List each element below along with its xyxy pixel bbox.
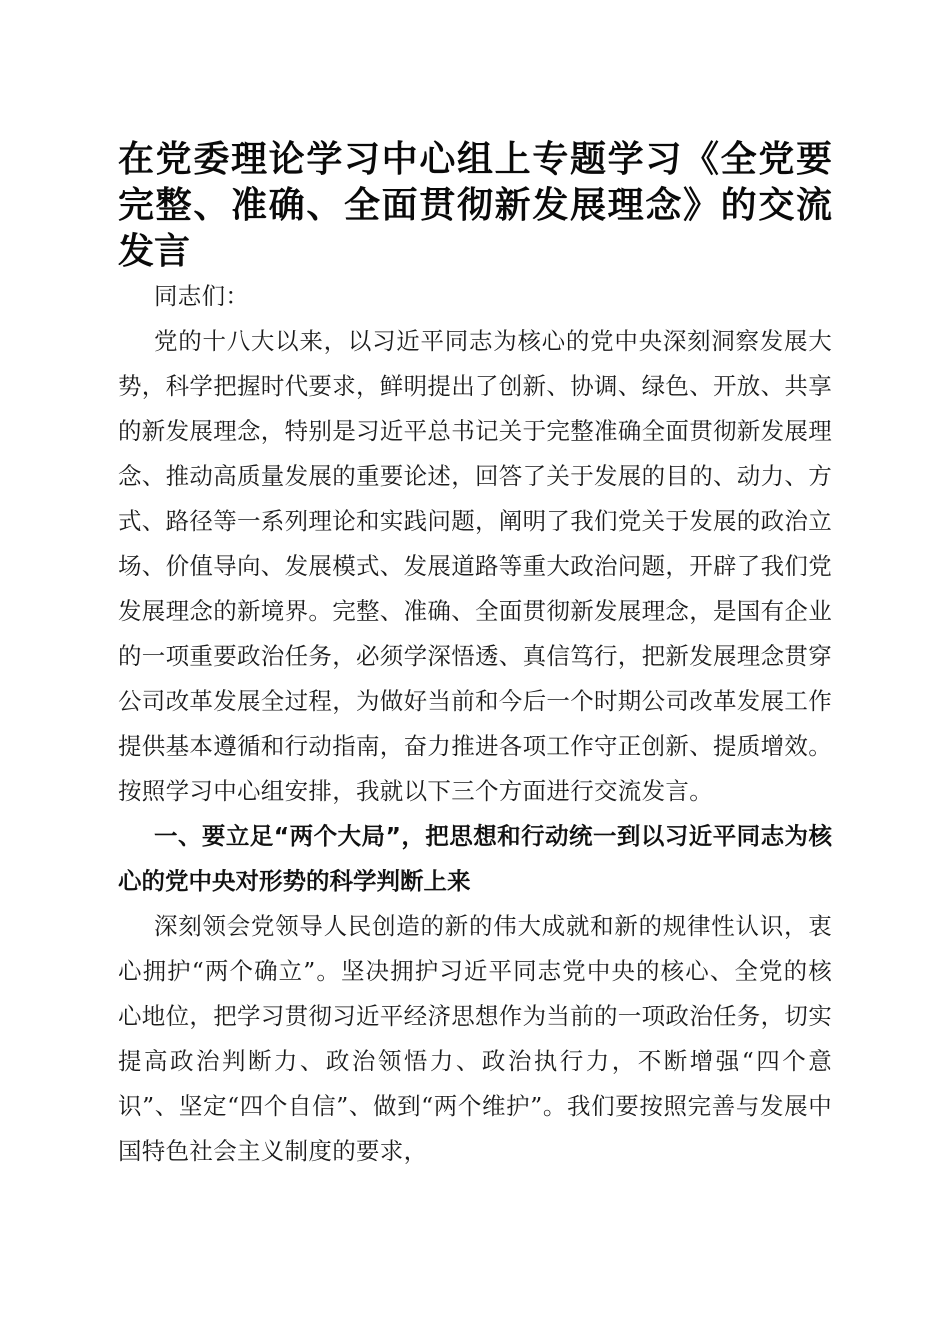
section-heading-1: 一、要立足“两个大局”，把思想和行动统一到以习近平同志为核心的党中央对形势的科学判断上来 <box>118 822 832 895</box>
document-body <box>118 136 832 1174</box>
salutation: 同志们： <box>154 282 250 310</box>
document-title: 在党委理论学习中心组上专题学习《全党要完整、准确、全面贯彻新发展理念》的交流发言 <box>118 138 832 272</box>
intro-paragraph: 党的十八大以来，以习近平同志为核心的党中央深刻洞察发展大势，科学把握时代要求，鲜明提出了创新、协调、绿色、开放、共享的新发展理念，特别是习近平总书记关于完整准确全面贯彻新发展理念、推动高质量发展的重要论述，回答了关于发展的目的、动力、方式、路径等一系列理论和实践问题，阐明了我们党关于发展的政治立场、价值导向、发展模式、发展道路等重大政治问题，开辟了我们党发展理念的新境界。完整、准确、全面贯彻新发展理念，是国有企业的一项重要政治任务，必须学深悟透、真信笃行，把新发展理念贯穿公司改革发展全过程，为做好当前和今后一个时期公司改革发展工作提供基本遵循和行动指南，奋力推进各项工作守正创新、提质增效。按照学习中心组安排，我就以下三个方面进行交流发言。 <box>118 327 832 805</box>
section-1-paragraph: 深刻领会党领导人民创造的新的伟大成就和新的规律性认识，衷心拥护“两个确立”。坚决拥护习近平同志党中央的核心、全党的核心地位，把学习贯彻习近平经济思想作为当前的一项政治任务，切实提高政治判断力、政治领悟力、政治执行力，不断增强“四个意识”、坚定“四个自信”、做到“两个维护”。我们要按照完善与发展中国特色社会主义制度的要求， <box>118 912 832 1165</box>
